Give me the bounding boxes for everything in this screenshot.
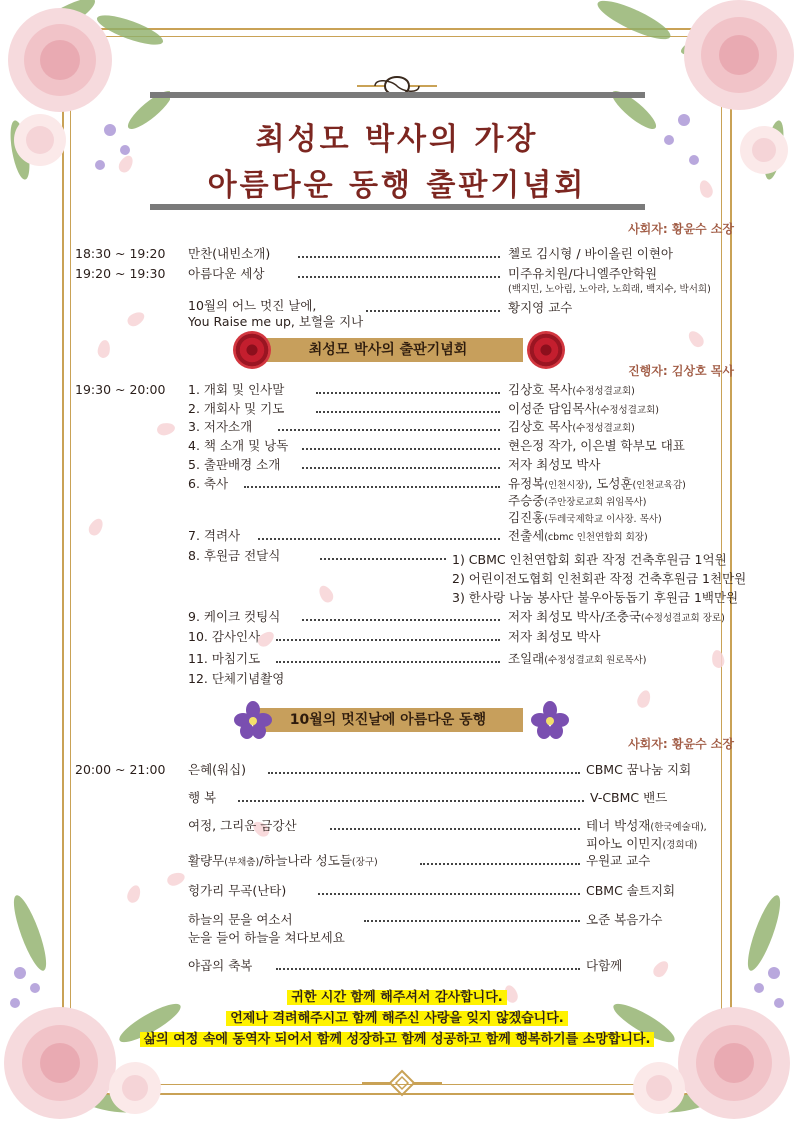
- rose-icon: [527, 331, 565, 369]
- dot-leader: [302, 448, 500, 450]
- dot-leader: [302, 619, 500, 621]
- performer: 주승중(주안장로교회 위임목사): [508, 493, 647, 508]
- performer: 우원교 교수: [586, 853, 651, 868]
- page-title-line1: 최성모 박사의 가장: [255, 122, 539, 157]
- dot-leader: [366, 310, 500, 312]
- rose-icon: [233, 331, 271, 369]
- program-item: 4. 책 소개 및 낭독: [188, 438, 289, 453]
- host-label-2: 진행자: 김상호 목사: [628, 364, 734, 378]
- dot-leader: [316, 411, 500, 413]
- violet-flower-icon: [530, 700, 570, 740]
- program-item: 행 복: [188, 790, 217, 805]
- program-item: 만찬(내빈소개): [188, 246, 271, 261]
- time-1: 18:30 ~ 19:20: [75, 246, 166, 261]
- program-item: 5. 출판배경 소개: [188, 457, 281, 472]
- performer: 테너 박성재(한국예술대),: [586, 818, 707, 833]
- violet-flower-icon: [233, 700, 273, 740]
- program-item: 10. 감사인사: [188, 629, 261, 644]
- dot-leader: [330, 828, 580, 830]
- performer: 김상호 목사(수정성결교회): [508, 382, 635, 397]
- program-item: 1. 개회 및 인사말: [188, 382, 285, 397]
- performer: 황지영 교수: [508, 300, 573, 315]
- dot-leader: [276, 639, 500, 641]
- time-3: 19:30 ~ 20:00: [75, 382, 166, 397]
- dot-leader: [244, 486, 500, 488]
- dot-leader: [316, 392, 500, 394]
- performer: 조일래(수정성결교회 원로목사): [508, 651, 647, 666]
- performer: 이성준 담임목사(수정성결교회): [508, 401, 659, 416]
- performer: 피아노 이민지(경희대): [586, 836, 698, 851]
- page-title-line2: 아름다운 동행 출판기념회: [207, 168, 587, 203]
- performer: 저자 최성모 박사: [508, 457, 601, 472]
- dot-leader: [302, 467, 500, 469]
- program-item-line2: 눈을 들어 하늘을 쳐다보세요: [188, 930, 345, 945]
- program-item: 10월의 어느 멋진 날에,: [188, 298, 317, 313]
- program-item: 6. 축사: [188, 476, 229, 491]
- performer: 저자 최성모 박사/조충국(수정성결교회 장로): [508, 609, 725, 624]
- performer: 현은정 작가, 이은별 학부모 대표: [508, 438, 685, 453]
- dot-leader: [318, 893, 580, 895]
- list-item: 3) 한사랑 나눔 봉사단 불우아동돕기 후원금 1백만원: [452, 590, 739, 605]
- performer: CBMC 솔트지회: [586, 883, 676, 898]
- program-item: 9. 케이크 컷팅식: [188, 609, 281, 624]
- list-item: 1) CBMC 인천연합회 회관 작정 건축후원금 1억원: [452, 552, 727, 567]
- time-2: 19:20 ~ 19:30: [75, 266, 166, 281]
- program-item: 은혜(워십): [188, 762, 247, 777]
- section-banner-2: 10월의 멋진날에 아름다운 동행: [253, 708, 523, 732]
- program-item: 3. 저자소개: [188, 419, 253, 434]
- host-label-1: 사회자: 황윤수 소장: [628, 222, 734, 236]
- program-item: 12. 단체기념촬영: [188, 671, 285, 686]
- performer: 저자 최성모 박사: [508, 629, 601, 644]
- program-item: 아름다운 세상: [188, 266, 265, 281]
- performer: 미주유치원/다니엘주안학원: [508, 266, 658, 281]
- performer: 오준 복음가수: [586, 912, 663, 927]
- program-item-line2: You Raise me up, 보혈을 지나: [188, 314, 364, 329]
- performer: V-CBMC 밴드: [590, 790, 668, 805]
- thanks-line-2: 언제나 격려해주시고 함께 해주신 사랑을 잊지 않겠습니다.: [0, 1007, 794, 1026]
- dot-leader: [268, 772, 580, 774]
- program-item: 헝가리 무곡(난타): [188, 883, 287, 898]
- dot-leader: [420, 863, 580, 865]
- dot-leader: [298, 276, 500, 278]
- section-banner-1: 최성모 박사의 출판기념회: [253, 338, 523, 362]
- program-item: 야곱의 축복: [188, 958, 253, 973]
- program-item: 하늘의 문을 여소서: [188, 912, 293, 927]
- performer: 유정복(인천시장), 도성훈(인천교육감): [508, 476, 686, 491]
- ornament-bottom: [360, 1068, 444, 1098]
- thanks-line-1: 귀한 시간 함께 해주셔서 감사합니다.: [0, 986, 794, 1005]
- dot-leader: [298, 256, 500, 258]
- dot-leader: [276, 661, 500, 663]
- thanks-line-3: 삶의 여정 속에 동역자 되어서 함께 성장하고 함께 성공하고 함께 행복하기를 소망합니다.: [0, 1028, 794, 1047]
- program-item: 11. 마침기도: [188, 651, 261, 666]
- performer: 김상호 목사(수정성결교회): [508, 419, 635, 434]
- performer: 전출세(cbmc 인천연합회 회장): [508, 528, 648, 543]
- program-item: 7. 격려사: [188, 528, 241, 543]
- dot-leader: [364, 920, 580, 922]
- dot-leader: [320, 558, 446, 560]
- list-item: 2) 어린이전도협회 인천회관 작정 건축후원금 1천만원: [452, 571, 747, 586]
- performer: 첼로 김시형 / 바이올린 이현아: [508, 246, 674, 261]
- program-item: 8. 후원금 전달식: [188, 548, 281, 563]
- program-item: 활량무(부채춤)/하늘나라 성도들(장구): [188, 853, 378, 868]
- title-bar-bottom: [150, 204, 645, 210]
- dot-leader: [278, 429, 500, 431]
- program-item: 2. 개회사 및 기도: [188, 401, 285, 416]
- performer: CBMC 꿈나눔 지회: [586, 762, 692, 777]
- performer-note: (백지민, 노아림, 노아라, 노희래, 백지수, 박서희): [508, 284, 711, 295]
- host-label-3: 사회자: 황윤수 소장: [628, 737, 734, 751]
- dot-leader: [238, 800, 584, 802]
- performer: 김진홍(두레국제학교 이사장. 목사): [508, 510, 662, 525]
- dot-leader: [276, 968, 580, 970]
- performer: 다함께: [586, 958, 623, 973]
- time-4: 20:00 ~ 21:00: [75, 762, 166, 777]
- program-item: 여정, 그리운 금강산: [188, 818, 297, 833]
- dot-leader: [258, 538, 500, 540]
- title-bar-top: [150, 92, 645, 98]
